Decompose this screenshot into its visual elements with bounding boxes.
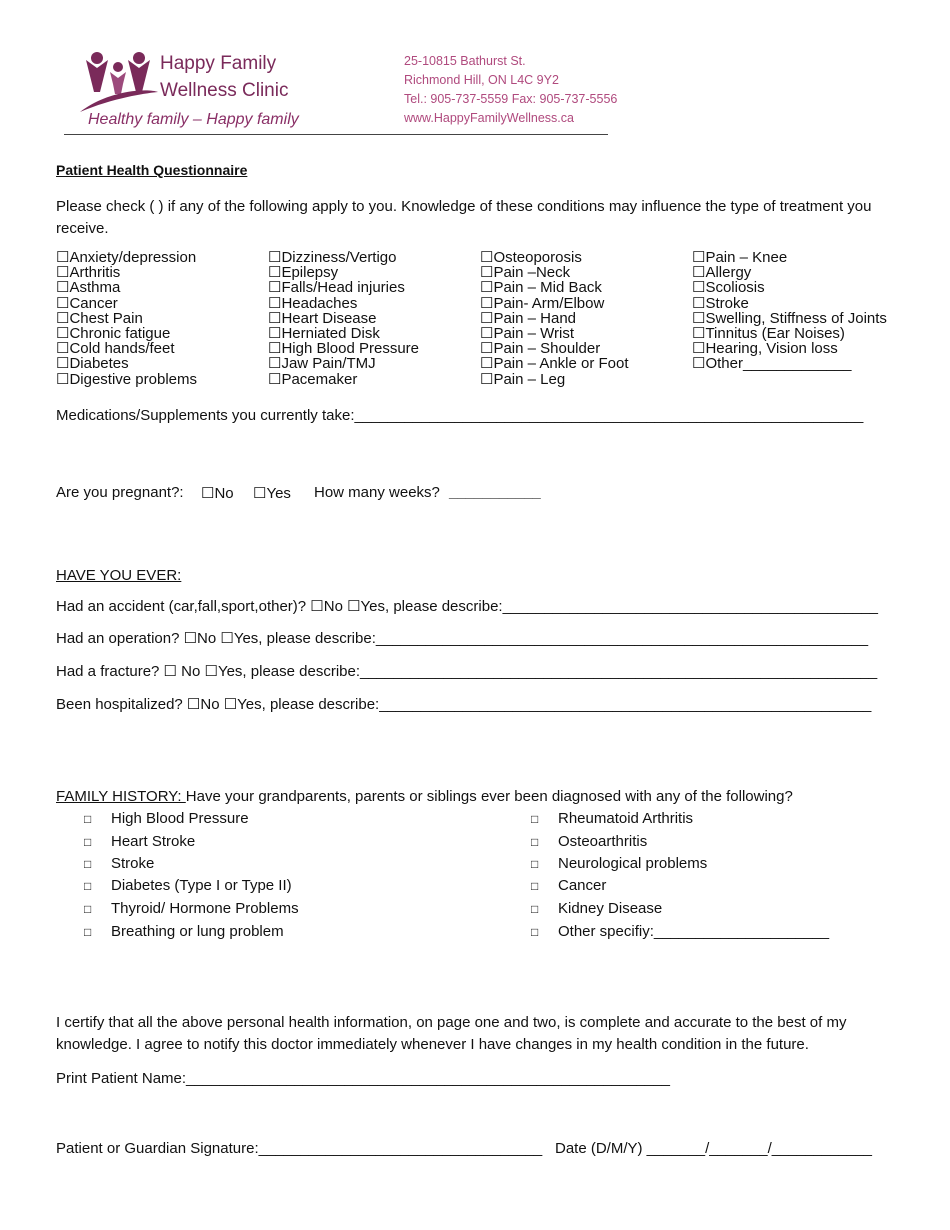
condition-checkbox[interactable]: ☐High Blood Pressure bbox=[268, 340, 420, 358]
condition-checkbox[interactable]: ☐Hearing, Vision loss bbox=[692, 340, 838, 358]
family-history-row bbox=[56, 788, 793, 805]
pregnant-yes-checkbox[interactable]: ☐Yes bbox=[253, 485, 291, 502]
pregnant-label: Are you pregnant?: bbox=[56, 484, 184, 501]
medications-field[interactable]: Medications/Supplements you currently take:_____________________________________________________________ bbox=[56, 407, 864, 424]
header-divider bbox=[64, 134, 608, 135]
condition-checkbox[interactable]: ☐Pain – Mid Back bbox=[480, 279, 602, 297]
condition-checkbox[interactable]: ☐Asthma bbox=[56, 279, 121, 297]
checkbox-icon[interactable]: □ bbox=[531, 835, 539, 849]
certification-text: I certify that all the above personal health information, on page one and two, is complete and accurate to the best of my knowledge. I agree to notify this doctor immediately whenever I have changes in my health condition in the future. bbox=[56, 1014, 847, 1053]
condition-checkbox[interactable]: ☐Pain – Knee bbox=[692, 249, 788, 266]
condition-checkbox[interactable]: ☐Pain – Wrist bbox=[480, 325, 575, 343]
fracture-question[interactable]: Had a fracture? ☐ No ☐Yes, please describe:______________________________________________________________ bbox=[56, 663, 878, 680]
form-title: Patient Health Questionnaire bbox=[56, 162, 248, 178]
condition-checkbox[interactable]: ☐Pain –Neck bbox=[480, 264, 571, 282]
condition-checkbox[interactable]: ☐Chest Pain bbox=[56, 309, 143, 327]
checkbox-icon[interactable]: □ bbox=[84, 812, 92, 826]
checkbox-icon[interactable]: □ bbox=[531, 879, 539, 893]
checkbox-icon[interactable]: □ bbox=[531, 902, 539, 916]
pregnant-no-checkbox[interactable]: ☐No bbox=[201, 485, 234, 502]
family-item[interactable]: □ Thyroid/ Hormone Problems bbox=[84, 900, 299, 917]
condition-checkbox[interactable]: ☐Pacemaker bbox=[268, 370, 358, 388]
checkbox-icon[interactable]: □ bbox=[84, 925, 92, 939]
conditions-column-1 bbox=[56, 250, 197, 387]
condition-checkbox[interactable]: ☐Headaches bbox=[268, 294, 358, 312]
family-item[interactable]: □ Diabetes (Type I or Type II) bbox=[84, 877, 292, 894]
condition-checkbox[interactable]: ☐Allergy bbox=[692, 264, 752, 282]
address-phone-fax: Tel.: 905-737-5559 Fax: 905-737-5556 bbox=[404, 92, 618, 106]
checkbox-icon[interactable]: □ bbox=[84, 857, 92, 871]
family-history-heading: FAMILY HISTORY: bbox=[56, 788, 186, 805]
patient-name-field[interactable]: Print Patient Name:__________________________________________________________ bbox=[56, 1070, 670, 1087]
family-item[interactable]: □ Neurological problems bbox=[531, 855, 708, 872]
condition-checkbox[interactable]: ☐Jaw Pain/TMJ bbox=[268, 355, 376, 373]
condition-checkbox[interactable]: ☐Pain – Hand bbox=[480, 309, 577, 327]
form-intro: Please check ( ) if any of the following apply to you. Knowledge of these conditions may influence the type of treatment you receive. bbox=[56, 198, 872, 237]
conditions-column-2 bbox=[268, 250, 419, 387]
checkbox-icon[interactable]: □ bbox=[84, 902, 92, 916]
have-you-ever-heading: HAVE YOU EVER: bbox=[56, 567, 182, 584]
condition-checkbox[interactable]: ☐Other_____________ bbox=[692, 355, 852, 373]
condition-checkbox[interactable]: ☐Diabetes bbox=[56, 355, 129, 373]
conditions-column-3 bbox=[480, 250, 629, 387]
family-item[interactable]: □ Cancer bbox=[531, 877, 607, 894]
checkbox-icon[interactable]: □ bbox=[531, 812, 539, 826]
conditions-column-4 bbox=[692, 250, 887, 372]
weeks-field[interactable]: ___________ bbox=[449, 484, 541, 501]
condition-checkbox[interactable]: ☐Pain – Shoulder bbox=[480, 340, 601, 358]
clinic-tagline: Healthy family – Happy family bbox=[88, 111, 299, 128]
family-history-question: Have your grandparents, parents or siblings ever been diagnosed with any of the following? bbox=[185, 788, 793, 805]
condition-checkbox[interactable]: ☐Chronic fatigue bbox=[56, 325, 171, 343]
condition-checkbox[interactable]: ☐Cancer bbox=[56, 294, 118, 312]
condition-checkbox[interactable]: ☐Stroke bbox=[692, 294, 749, 312]
checkbox-icon[interactable]: □ bbox=[531, 857, 539, 871]
family-item[interactable]: □ Rheumatoid Arthritis bbox=[531, 810, 694, 827]
family-item[interactable]: □ Kidney Disease bbox=[531, 900, 663, 917]
condition-checkbox[interactable]: ☐Pain- Arm/Elbow bbox=[480, 294, 605, 312]
clinic-name-line1: Happy Family bbox=[160, 53, 277, 74]
condition-checkbox[interactable]: ☐Dizziness/Vertigo bbox=[268, 249, 397, 266]
weeks-label: How many weeks? bbox=[314, 484, 440, 501]
condition-checkbox[interactable]: ☐Arthritis bbox=[56, 264, 121, 282]
checkbox-icon[interactable]: □ bbox=[84, 879, 92, 893]
checkbox-icon[interactable]: □ bbox=[84, 835, 92, 849]
condition-checkbox[interactable]: ☐Anxiety/depression bbox=[56, 249, 197, 266]
clinic-name-line2: Wellness Clinic bbox=[160, 80, 289, 101]
address-street: 25-10815 Bathurst St. bbox=[404, 54, 526, 68]
condition-checkbox[interactable]: ☐Pain – Ankle or Foot bbox=[480, 355, 629, 373]
condition-checkbox[interactable]: ☐Epilepsy bbox=[268, 264, 339, 282]
condition-checkbox[interactable]: ☐Pain – Leg bbox=[480, 370, 566, 388]
family-item[interactable]: □ Other specifiy:_____________________ bbox=[531, 923, 830, 940]
condition-checkbox[interactable]: ☐Osteoporosis bbox=[480, 249, 582, 266]
condition-checkbox[interactable]: ☐Digestive problems bbox=[56, 370, 197, 388]
address-website[interactable]: www.HappyFamilyWellness.ca bbox=[404, 111, 574, 125]
family-item[interactable]: □ High Blood Pressure bbox=[84, 810, 249, 827]
family-item[interactable]: □ Osteoarthritis bbox=[531, 833, 648, 850]
condition-checkbox[interactable]: ☐Cold hands/feet bbox=[56, 340, 175, 358]
condition-checkbox[interactable]: ☐Falls/Head injuries bbox=[268, 279, 405, 297]
operation-question[interactable]: Had an operation? ☐No ☐Yes, please describe:___________________________________________________________ bbox=[56, 630, 869, 647]
date-field[interactable]: Date (D/M/Y) _______/_______/____________ bbox=[555, 1140, 872, 1157]
condition-checkbox[interactable]: ☐Tinnitus (Ear Noises) bbox=[692, 325, 845, 343]
condition-checkbox[interactable]: ☐Swelling, Stiffness of Joints bbox=[692, 309, 887, 327]
hospitalized-question[interactable]: Been hospitalized? ☐No ☐Yes, please describe:___________________________________________________________ bbox=[56, 696, 872, 713]
checkbox-icon[interactable]: □ bbox=[531, 925, 539, 939]
address-city: Richmond Hill, ON L4C 9Y2 bbox=[404, 73, 559, 87]
signature-field[interactable]: Patient or Guardian Signature:__________________________________ bbox=[56, 1140, 543, 1157]
condition-checkbox[interactable]: ☐Scoliosis bbox=[692, 279, 765, 297]
condition-checkbox[interactable]: ☐Heart Disease bbox=[268, 309, 377, 327]
family-item[interactable]: □ Stroke bbox=[84, 855, 155, 872]
condition-checkbox[interactable]: ☐Herniated Disk bbox=[268, 325, 380, 343]
family-item[interactable]: □ Breathing or lung problem bbox=[84, 923, 284, 940]
accident-question[interactable]: Had an accident (car,fall,sport,other)? ☐No ☐Yes, please describe:_____________________________________________ bbox=[56, 598, 878, 615]
family-item[interactable]: □ Heart Stroke bbox=[84, 833, 196, 850]
